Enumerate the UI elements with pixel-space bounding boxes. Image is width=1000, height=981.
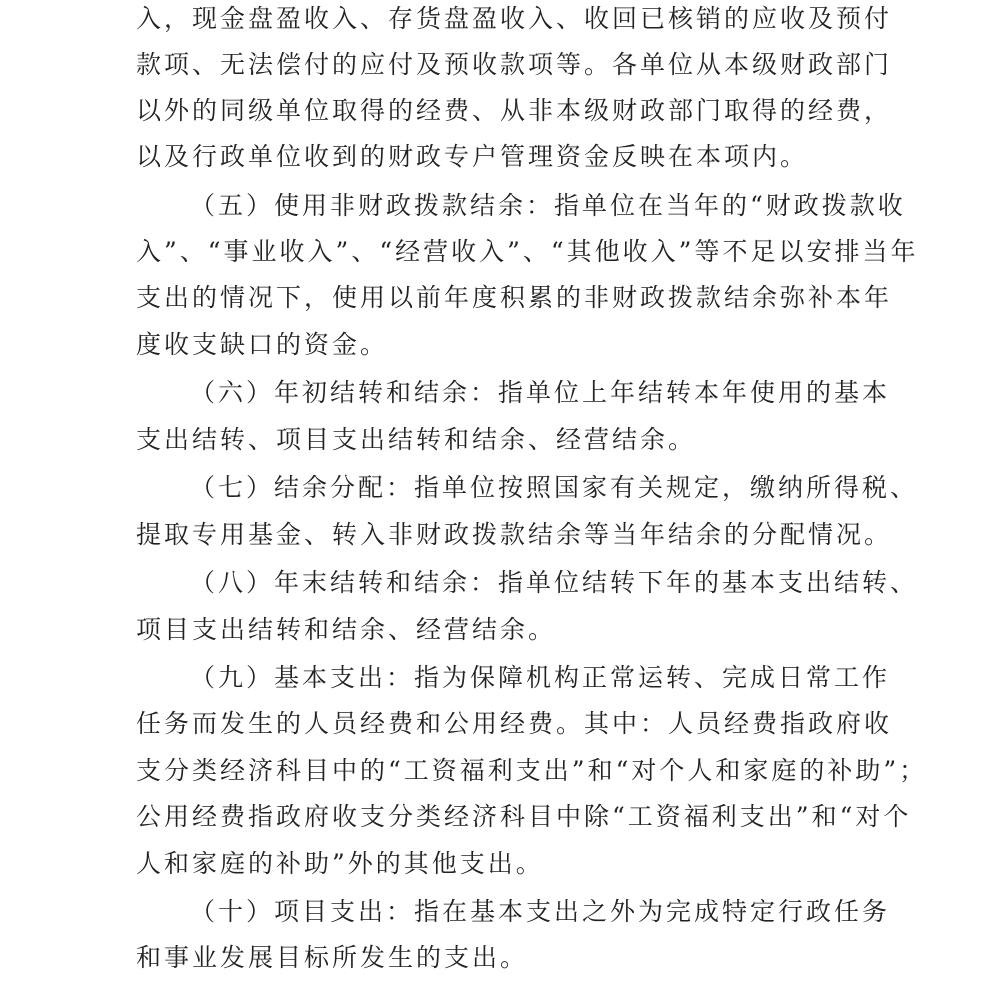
text-line: 支出结转、项目支出结转和结余、经营结余。 [136,425,697,454]
text-line: 入”、“事业收入”、“经营收入”、“其他收入”等不足以安排当年 [136,237,919,266]
paragraph-heading-line: （五）使用非财政拨款结余：指单位在当年的“财政拨款收 [190,191,906,220]
text-line: 以及行政单位收到的财政专户管理资金反映在本项内。 [136,142,809,171]
text-line: 度收支缺口的资金。 [136,330,389,359]
text-line: 入，现金盘盈收入、存货盘盈收入、收回已核销的应收及预付 [136,4,893,33]
text-line: 提取专用基金、转入非财政拨款结余等当年结余的分配情况。 [136,520,893,549]
paragraph-heading-line: （八）年末结转和结余：指单位结转下年的基本支出结转、 [190,568,919,597]
text-line: 任务而发生的人员经费和公用经费。其中：人员经费指政府收 [136,709,893,738]
text-line: 以外的同级单位取得的经费、从非本级财政部门取得的经费， [136,96,893,125]
text-line: 公用经费指政府收支分类经济科目中除“工资福利支出”和“对个 [136,802,912,831]
text-line: 项目支出结转和结余、经营结余。 [136,615,557,644]
text-line: 款项、无法偿付的应付及预收款项等。各单位从本级财政部门 [136,50,893,79]
paragraph-heading-line: （六）年初结转和结余：指单位上年结转本年使用的基本 [190,378,891,407]
text-line: 支分类经济科目中的“工资福利支出”和“对个人和家庭的补助”； [136,756,928,785]
text-line: 和事业发展目标所发生的支出。 [136,943,529,972]
paragraph-heading-line: （十）项目支出：指在基本支出之外为完成特定行政任务 [190,897,891,926]
paragraph-heading-line: （九）基本支出：指为保障机构正常运转、完成日常工作 [190,663,891,692]
text-line: 人和家庭的补助”外的其他支出。 [136,849,544,878]
text-line: 支出的情况下，使用以前年度积累的非财政拨款结余弥补本年 [136,283,893,312]
paragraph-heading-line: （七）结余分配：指单位按照国家有关规定，缴纳所得税、 [190,473,919,502]
